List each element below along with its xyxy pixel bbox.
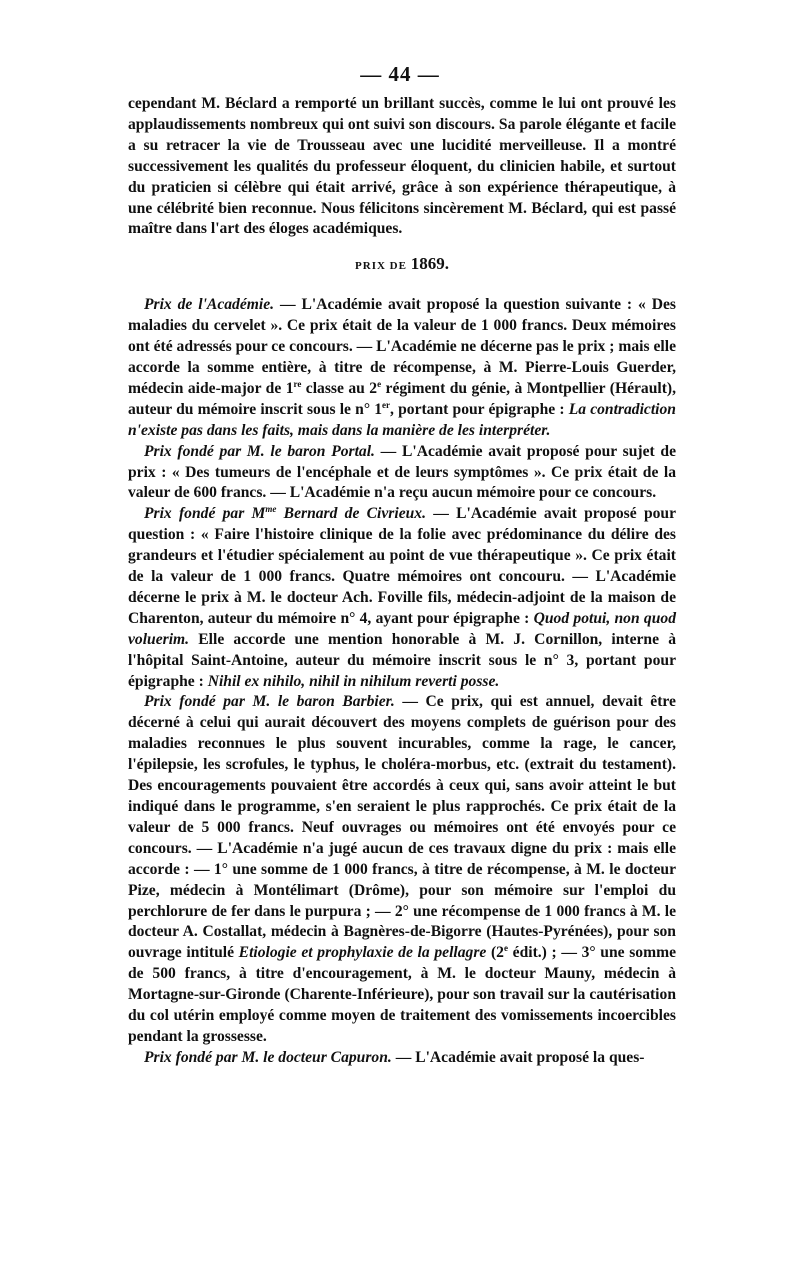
prize-title: Prix fondé par $M^{me}$ Bernard de Civrieux. [144, 504, 426, 523]
section-heading [128, 254, 676, 277]
paragraph-prix-portal: Prix fondé par M. le baron Portal. — L'Académie avait proposé pour sujet de prix : « Des tumeurs de l'encéphale et de leurs symptômes ». Ce prix était de la valeur de 600 francs. — L'Académie n'a reçu aucun mémoire pour ce concours. [128, 442, 676, 502]
body-text [128, 94, 676, 1069]
epigraph: Nihil ex nihilo, nihil in nihilum reverti posse. [207, 672, 500, 690]
epigraph: Quod potui, non quod voluerim. [128, 609, 676, 648]
paragraph-prix-barbier: Prix fondé par M. le baron Barbier. — Ce prix, qui est annuel, devait être décerné à celui qui aurait découvert des moyens complets de guérison pour des maladies reconnues le plus souvent incurables, comme la rage, le cancer, l'épilepsie, les scrofules, le typhus, le choléra-morbus, etc. (extrait du testament). Des encouragements pouvaient être accordés à ceux qui, sans avoir atteint le but indiqué dans le programme, s'en seraient le plus rapprochés. Ce prix était de la valeur de 5 000 francs. Neuf ouvrages ou mémoires ont été envoyés pour ce concours. — L'Académie n'a jugé aucun de ces travaux digne du prix : mais elle accorde : — 1° une somme de 1 000 francs, à titre de récompense, à M. le docteur Pize, médecin à Montélimart (Drôme), pour son mémoire sur l'emploi du perchlorure de fer dans le purpura ; — 2° une récompense de 1 000 francs à M. le docteur A. Costallat, médecin à Bagnères-de-Bigorre (Hautes-Pyrénées), pour son ouvrage intitulé Etiologie et prophylaxie de la pellagre (2e édit.) ; — 3° une somme de 500 francs, à titre d'encouragement, à M. le docteur Mauny, médecin à Mortagne-sur-Gironde (Charente-Inférieure), pour son travail sur la cautérisation du col utérin employé comme moyen de traitement des vomissements incoercibles pendant la grossesse. [128, 693, 677, 1045]
paragraph-prix-academie: Prix de l'Académie. — L'Académie avait proposé la question suivante : « Des maladies du cervelet ». Ce prix était de la valeur de 1 000 francs. Deux mémoires ont été adressés pour ce concours. — L'Académie ne décerne pas le prix ; mais elle accorde la somme entière, à titre de récompense, à M. Pierre-Louis Guerder, médecin aide-major de 1re classe au 2e régiment du génie, à Montpellier (Hérault), auteur du mémoire inscrit sous le n° 1er, portant pour épigraphe : La contradiction n'existe pas dans les faits, mais dans la manière de les interpréter. [128, 296, 676, 439]
prize-title: Prix de l'Académie. [144, 296, 275, 314]
prize-title: Prix fondé par M. le baron Barbier. [144, 693, 395, 711]
paragraph-prix-civrieux: Prix fondé par $M^{me}$ Bernard de Civrieux. — L'Académie avait proposé pour question : « Faire l'histoire clinique de la folie avec prédominance du délire des grandeurs et l'étudier spécialement au point de vue thérapeutique ». Ce prix était de la valeur de 1 000 francs. Quatre mémoires ont concouru. — L'Académie décerne le prix à M. le docteur Ach. Foville fils, médecin-adjoint de la maison de Charenton, auteur du mémoire n° 4, ayant pour épigraphe : Quod potui, non quod voluerim. Elle accorde une mention honorable à M. J. Cornillon, interne à l'hôpital Saint-Antoine, auteur du mémoire inscrit sous le n° 3, portant pour épigraphe : Nihil ex nihilo, nihil in nihilum reverti posse. [128, 504, 677, 690]
work-title: Etiologie et prophylaxie de la pellagre [238, 944, 487, 962]
paragraph-prix-capuron: Prix fondé par M. le docteur Capuron. — L'Académie avait proposé la ques- [144, 1048, 645, 1066]
section-heading-label: PRIX DE [355, 260, 407, 273]
paragraph-intro: cependant M. Béclard a remporté un brillant succès, comme le lui ont prouvé les applaudissements nombreux qui ont suivi son discours. Sa parole élégante et facile a su retracer la vie de Trousseau avec une lucidité merveilleuse. Il a montré successivement les qualités du professeur éloquent, du clinicien habile, et surtout du praticien si célèbre qui était arrivé, grâce à son expérience thérapeutique, à une célébrité bien reconnue. Nous félicitons sincèrement M. Béclard, qui est passé maître dans l'art des éloges académiques. [128, 95, 676, 238]
epigraph: La contradiction n'existe pas dans les faits, mais dans la manière de les interpréter. [128, 400, 676, 439]
page-number: — 44 — [360, 62, 440, 86]
section-heading-year: 1869. [410, 254, 449, 274]
prize-title: Prix fondé par M. le docteur Capuron. [144, 1048, 392, 1066]
prize-title: Prix fondé par M. le baron Portal. [144, 442, 375, 460]
